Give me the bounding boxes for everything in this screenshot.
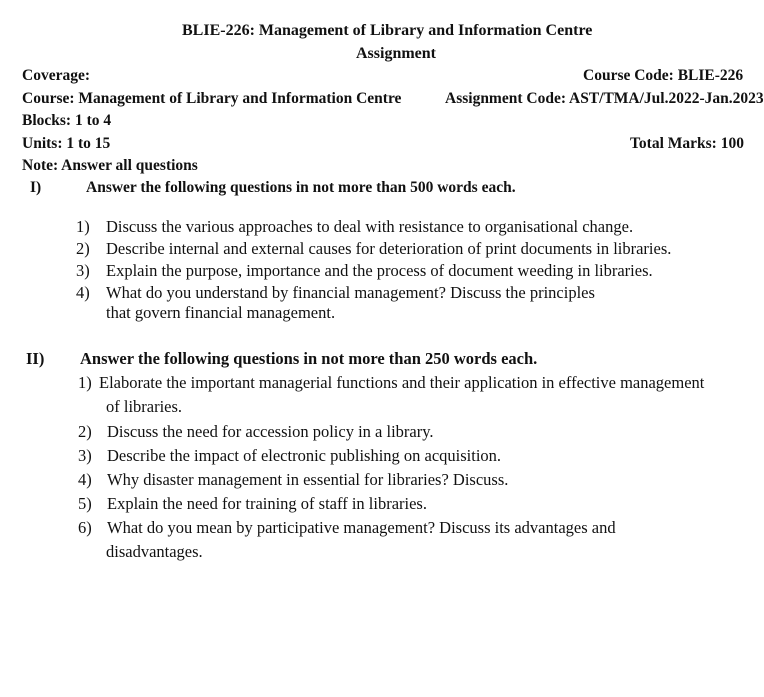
question-number: 4)	[78, 470, 92, 489]
question-text: Describe the impact of electronic publishing on acquisition.	[107, 446, 502, 465]
question-number: 2)	[76, 239, 90, 258]
section-1-instruction: Answer the following questions in not more than 500 words each.	[86, 179, 516, 196]
section-2-question-5	[78, 496, 427, 513]
question-text: Explain the need for training of staff in libraries.	[107, 494, 427, 513]
course-name: Course: Management of Library and Information Centre	[22, 90, 402, 107]
document-title: BLIE-226: Management of Library and Information Centre	[182, 22, 593, 39]
section-2-label: II)	[26, 349, 45, 368]
section-2-question-6-continued: disadvantages.	[106, 542, 203, 561]
course-code: Course Code: BLIE-226	[583, 67, 744, 84]
section-1-label: I)	[30, 179, 42, 196]
question-number: 2)	[78, 422, 92, 441]
question-number: 1)	[76, 217, 90, 236]
question-text: Discuss the need for accession policy in a library.	[107, 422, 434, 441]
question-text: Discuss the various approaches to deal with resistance to organisational change.	[106, 217, 634, 236]
total-marks: Total Marks: 100	[630, 135, 744, 152]
document-subtitle: Assignment	[356, 45, 437, 62]
question-text: Describe internal and external causes for deterioration of print documents in libraries.	[106, 239, 672, 258]
question-number: 5)	[78, 494, 92, 513]
section-2-question-3	[78, 448, 501, 465]
section-1-question-4-continued: that govern financial management.	[106, 303, 336, 322]
section-1-question-4	[76, 285, 595, 302]
section-1-question-3	[76, 263, 653, 280]
section-2-question-6	[78, 520, 616, 537]
question-text: Why disaster management in essential for libraries? Discuss.	[107, 470, 509, 489]
question-number: 6)	[78, 518, 92, 537]
question-text: What do you mean by participative management? Discuss its advantages and	[107, 518, 616, 537]
note: Note: Answer all questions	[22, 157, 198, 174]
question-number: 4)	[76, 283, 90, 302]
coverage-label: Coverage:	[22, 67, 90, 84]
section-2-question-4	[78, 472, 508, 489]
question-number: 3)	[76, 261, 90, 280]
blocks: Blocks: 1 to 4	[22, 112, 112, 129]
section-1-question-1	[76, 219, 633, 236]
section-2-question-1	[78, 375, 704, 392]
section-2-question-2	[78, 424, 434, 441]
question-text: What do you understand by financial management? Discuss the principles	[106, 283, 595, 302]
section-2-instruction: Answer the following questions in not more than 250 words each.	[80, 349, 538, 368]
question-text: Explain the purpose, importance and the process of document weeding in libraries.	[106, 261, 653, 280]
question-number: 1)	[78, 373, 92, 392]
section-2-question-1-continued: of libraries.	[106, 397, 183, 416]
section-1-question-2	[76, 241, 671, 258]
units: Units: 1 to 15	[22, 135, 111, 152]
question-text: Elaborate the important managerial functions and their application in effective management	[99, 373, 705, 392]
assignment-code: Assignment Code: AST/TMA/Jul.2022-Jan.2023	[445, 90, 764, 107]
question-number: 3)	[78, 446, 92, 465]
